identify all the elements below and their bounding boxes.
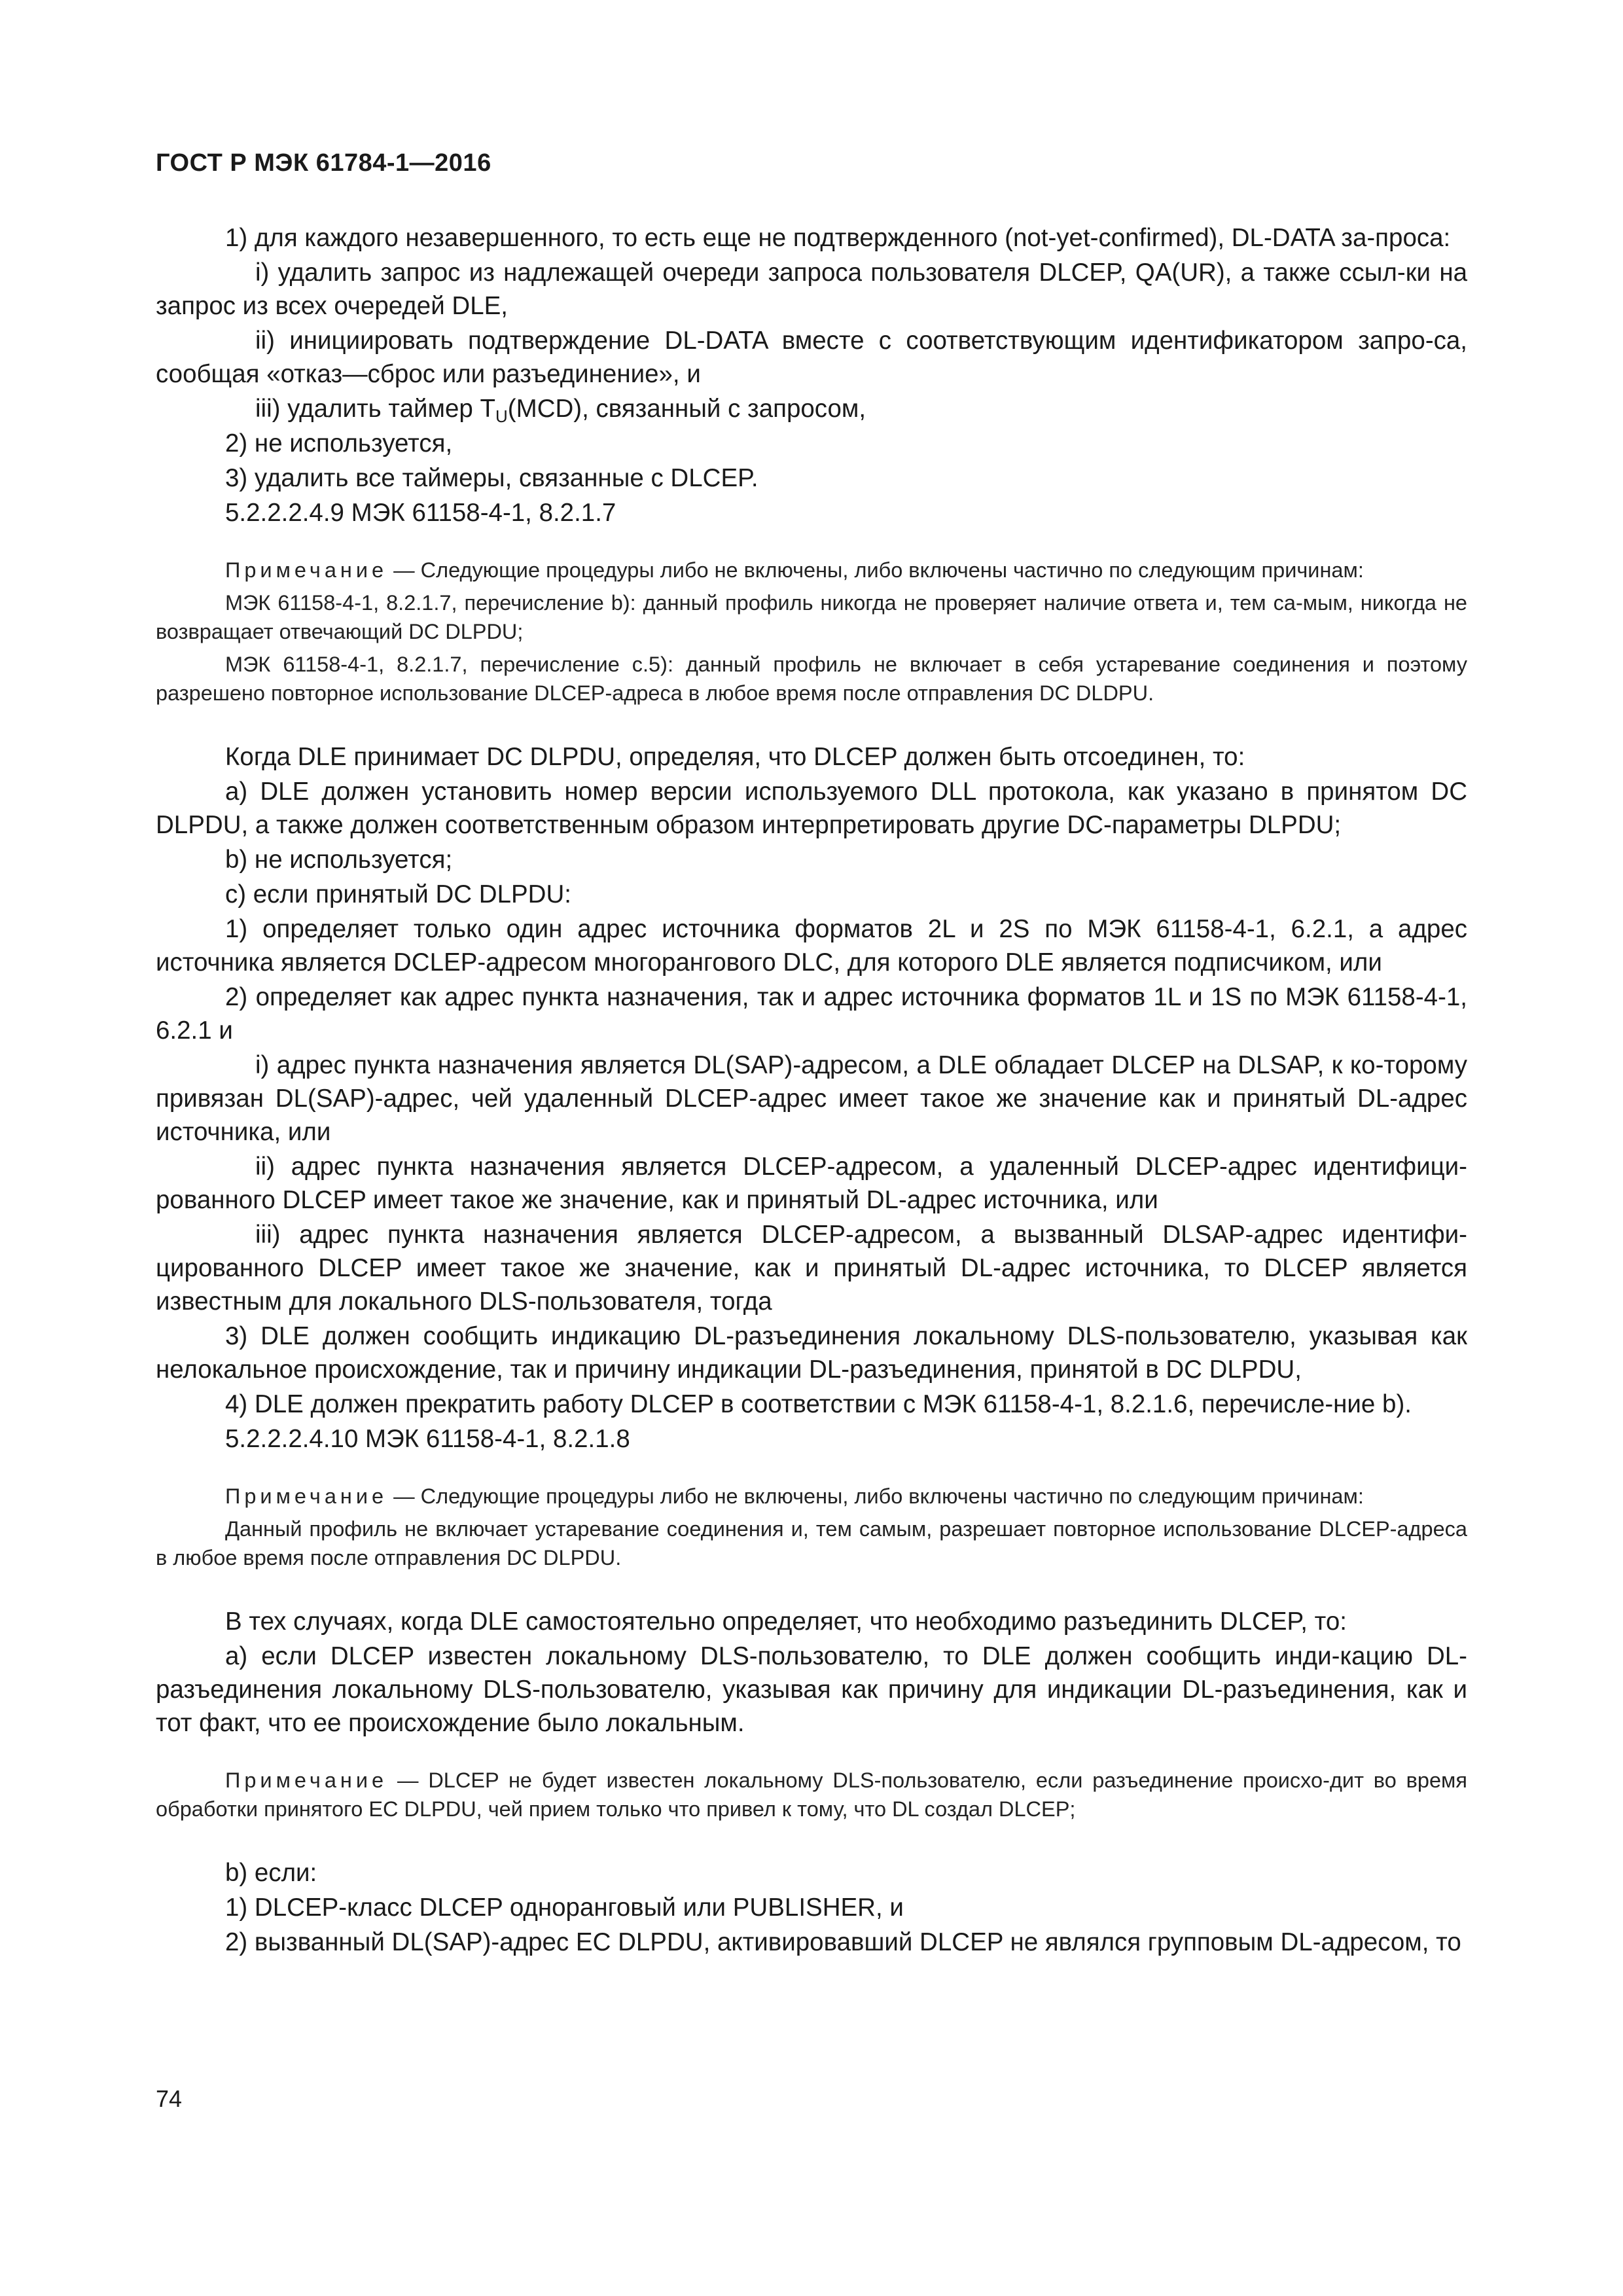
paragraph-text: 4) DLE должен прекратить работу DLCEP в соответствии с МЭК 61158-4-1, 8.2.1.6, перечисле-ние b). [225,1390,1412,1418]
body-paragraph [156,256,1467,323]
paragraph-text: c) если принятый DC DLPDU: [225,880,571,908]
body-paragraph [156,1640,1467,1740]
body-paragraph [156,1388,1467,1421]
body-paragraph [156,324,1467,391]
note-label: Примечание [225,1768,388,1792]
note-text: — Следующие процедуры либо не включены, либо включены частично по следующим причинам: [387,1484,1364,1508]
page-number: 74 [156,2085,183,2112]
paragraph-text: a) если DLCEP известен локальному DLS-пользователю, то DLE должен сообщить инди-кацию DL-разъединения локальному DLS-пользователю, указывая как причину для индикации DL-разъединения, как и тот факт, что ее происхождение было локальным. [156,1642,1467,1737]
body-paragraph [156,461,1467,495]
body-paragraph [156,496,1467,529]
paragraph-text: 2) не используется, [225,429,453,457]
paragraph-text: Когда DLE принимает DC DLPDU, определяя, что DLCEP должен быть отсоединен, то: [225,743,1245,771]
paragraph-text: b) если: [225,1859,317,1887]
paragraph-text: 2) определяет как адрес пункта назначения, так и адрес источника форматов 1L и 1S по МЭК 61158-4-1, 6.2.1 и [156,983,1467,1045]
body-paragraph [156,843,1467,876]
body-paragraph [156,1926,1467,1959]
body-paragraph [156,740,1467,774]
paragraph-text: 5.2.2.2.4.10 МЭК 61158-4-1, 8.2.1.8 [225,1425,630,1453]
paragraph-text: b) не используется; [225,846,453,874]
body-paragraph [156,775,1467,842]
note-paragraph [156,1515,1467,1572]
paragraph-text: ii) адрес пункта назначения является DLCEP-адресом, а удаленный DLCEP-адрес идентифици-рованного DLCEP имеет такое же значение, как и принятый DL-адрес источника, или [156,1153,1467,1214]
paragraph-text: В тех случаях, когда DLE самостоятельно определяет, что необходимо разъединить DLCEP, то: [225,1607,1347,1636]
paragraph-text: 5.2.2.2.4.9 МЭК 61158-4-1, 8.2.1.7 [225,499,616,527]
body-paragraph [156,221,1467,255]
note-label: Примечание [225,1484,388,1508]
subscript: U [495,406,508,426]
paragraph-text: 1) определяет только один адрес источника форматов 2L и 2S по МЭК 61158-4-1, 6.2.1, а адрес источника является DCLEP-адресом многорангового DLC, для которого DLE является подписчиком, или [156,915,1467,977]
paragraph-text: ii) инициировать подтверждение DL-DATA вместе с соответствующим идентификатором запро-са, сообщая «отказ—сброс или разъединение», и [156,327,1467,388]
note-label: Примечание [225,558,388,582]
paragraph-text: 1) DLCEP-класс DLCEP одноранговый или PUBLISHER, и [225,1893,904,1922]
note-text: МЭК 61158-4-1, 8.2.1.7, перечисление c.5): данный профиль не включает в себя устаревание соединения и поэтому разрешено повторное использование DLCEP-адреса в любое время после отправления DC DLDPU. [156,653,1467,705]
note-text: МЭК 61158-4-1, 8.2.1.7, перечисление b): данный профиль никогда не проверяет наличие ответа и, тем са-мым, никогда не возвращает отвечающий DC DLPDU; [156,591,1467,643]
page-header: ГОСТ Р МЭК 61784-1—2016 [156,149,491,177]
paragraph-text: 2) вызванный DL(SAP)-адрес EC DLPDU, активировавший DLCEP не являлся групповым DL-адресом, то [225,1928,1461,1956]
note-text: Данный профиль не включает устаревание соединения и, тем самым, разрешает повторное использование DLCEP-адреса в любое время после отправления DC DLPDU. [156,1517,1467,1570]
paragraph-text: i) удалить запрос из надлежащей очереди запроса пользователя DLCEP, QA(UR), а также ссыл-ки на запрос из всех очередей DLE, [156,259,1467,320]
note-paragraph [156,1482,1467,1511]
body-paragraph [156,1422,1467,1456]
note-paragraph [156,588,1467,646]
note-paragraph [156,1766,1467,1823]
page-content [156,221,1467,1960]
paragraph-text: 3) DLE должен сообщить индикацию DL-разъединения локальному DLS-пользователю, указывая как нелокальное происхождение, так и причину индикации DL-разъединения, принятой в DC DLPDU, [156,1322,1467,1384]
body-paragraph [156,912,1467,979]
body-paragraph [156,1319,1467,1386]
note-text: — DLCEP не будет известен локальному DLS-пользователю, если разъединение происхо-дит во время обработки принятого EC DLPDU, чей прием только что привел к тому, что DL создал DLCEP; [156,1768,1467,1821]
body-paragraph [156,878,1467,911]
paragraph-text: 1) для каждого незавершенного, то есть еще не подтвержденного (not-yet-confirmed), DL-DATA за-проса: [225,224,1451,252]
body-paragraph [156,1605,1467,1638]
body-paragraph [156,1150,1467,1217]
paragraph-text: (MCD), связанный с запросом, [507,395,866,423]
note-paragraph [156,650,1467,708]
paragraph-text: 3) удалить все таймеры, связанные с DLCEP. [225,464,758,492]
body-paragraph [156,427,1467,460]
body-paragraph [156,1891,1467,1924]
body-paragraph [156,1856,1467,1890]
body-paragraph [156,980,1467,1047]
paragraph-text: iii) адрес пункта назначения является DLCEP-адресом, а вызванный DLSAP-адрес идентифи-цированного DLCEP имеет такое же значение, как и принятый DL-адрес источника, то DLCEP является известным для локального DLS-пользователя, тогда [156,1221,1467,1316]
body-paragraph [156,392,1467,425]
note-text: — Следующие процедуры либо не включены, либо включены частично по следующим причинам: [387,558,1364,582]
note-paragraph [156,556,1467,584]
paragraph-text: a) DLE должен установить номер версии используемого DLL протокола, как указано в принятом DC DLPDU, а также должен соответственным образом интерпретировать другие DC-параметры DLPDU; [156,778,1467,839]
paragraph-text: iii) удалить таймер T [255,395,496,423]
paragraph-text: i) адрес пункта назначения является DL(SAP)-адресом, а DLE обладает DLCEP на DLSAP, к ко-торому привязан DL(SAP)-адрес, чей удаленный DLCEP-адрес имеет такое же значение как и принятый DL-адрес источника, или [156,1051,1467,1146]
body-paragraph [156,1218,1467,1318]
body-paragraph [156,1049,1467,1149]
